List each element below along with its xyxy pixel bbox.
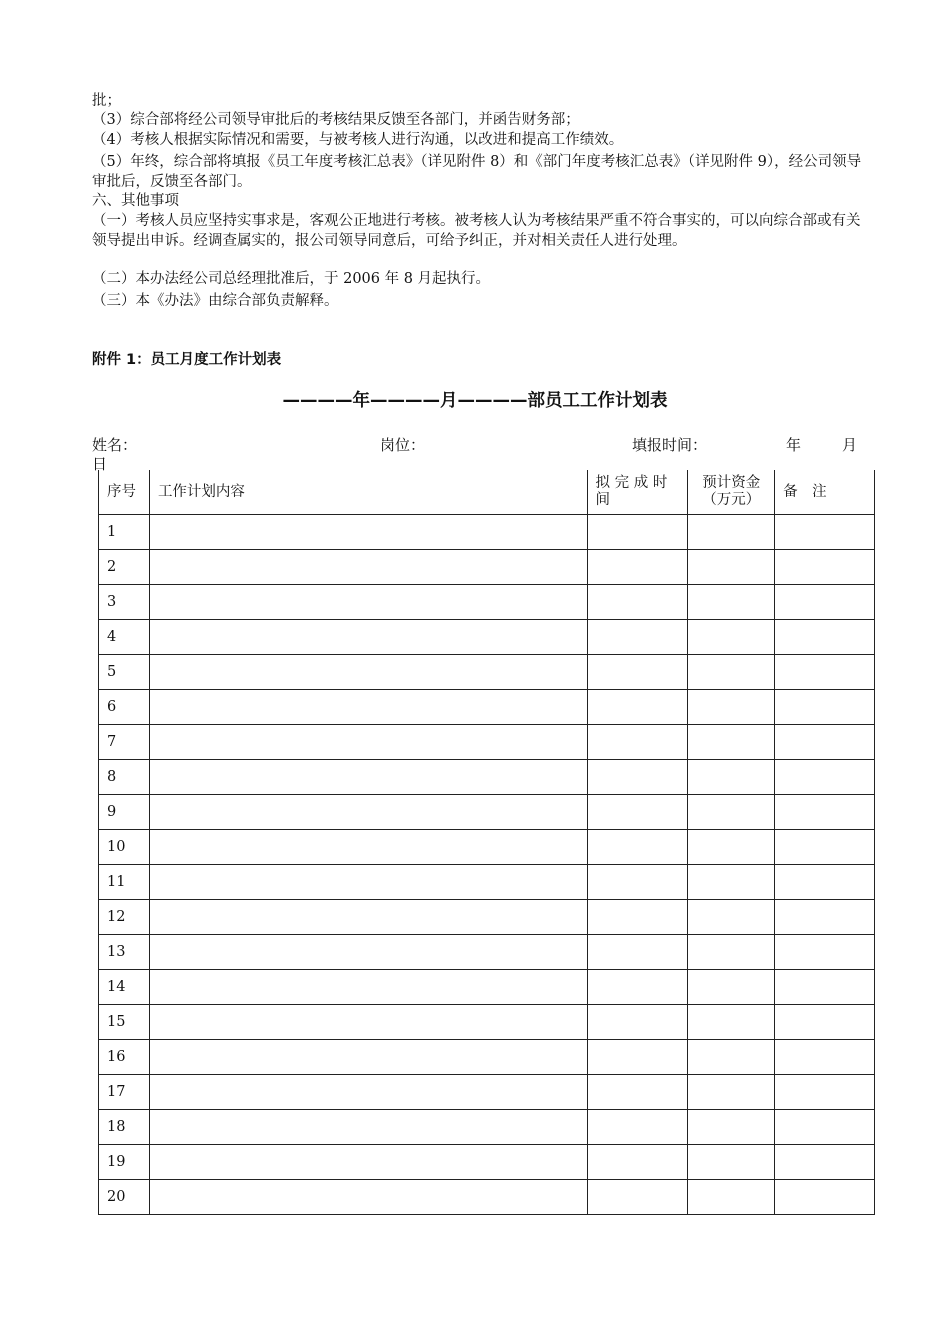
row-content-cell[interactable]: [149, 1145, 587, 1180]
row-content-cell[interactable]: [149, 690, 587, 725]
row-note-cell[interactable]: [775, 1110, 875, 1145]
row-time-cell[interactable]: [587, 865, 688, 900]
row-time-cell[interactable]: [587, 515, 688, 550]
row-seq-cell: 18: [99, 1110, 150, 1145]
row-note-cell[interactable]: [775, 585, 875, 620]
row-note-cell[interactable]: [775, 1075, 875, 1110]
row-content-cell[interactable]: [149, 655, 587, 690]
header-note: 备 注: [775, 470, 875, 515]
table-row: [99, 760, 875, 795]
row-seq-cell: 13: [99, 935, 150, 970]
row-seq-cell: 14: [99, 970, 150, 1005]
row-note-cell[interactable]: [775, 970, 875, 1005]
row-seq-cell: 15: [99, 1005, 150, 1040]
row-time-cell[interactable]: [587, 1005, 688, 1040]
header-content: 工作计划内容: [149, 470, 587, 515]
row-content-cell[interactable]: [149, 865, 587, 900]
row-note-cell[interactable]: [775, 515, 875, 550]
row-content-cell[interactable]: [149, 585, 587, 620]
table-row: [99, 725, 875, 760]
row-seq-cell: 11: [99, 865, 150, 900]
paragraph: （二）本办法经公司总经理批准后，于 2006 年 8 月起执行。: [92, 271, 491, 287]
table-row: [99, 830, 875, 865]
row-seq-cell: 19: [99, 1145, 150, 1180]
paragraph: （三）本《办法》由综合部负责解释。: [92, 293, 339, 309]
row-time-cell[interactable]: [587, 620, 688, 655]
row-fund-cell[interactable]: [688, 1005, 775, 1040]
attachment-heading: 附件 1：员工月度工作计划表: [92, 352, 282, 368]
row-time-cell[interactable]: [587, 900, 688, 935]
row-fund-cell[interactable]: [688, 655, 775, 690]
row-fund-cell[interactable]: [688, 550, 775, 585]
row-note-cell[interactable]: [775, 830, 875, 865]
row-time-cell[interactable]: [587, 1110, 688, 1145]
row-note-cell[interactable]: [775, 760, 875, 795]
paragraph: （5）年终，综合部将填报《员工年度考核汇总表》（详见附件 8）和《部门年度考核汇总表》（详见附件 9），经公司领导审批后，反馈至各部门。: [92, 154, 862, 190]
table-row: [99, 1005, 875, 1040]
date-month: 月: [842, 436, 858, 454]
row-note-cell[interactable]: [775, 690, 875, 725]
row-content-cell[interactable]: [149, 760, 587, 795]
table-row: [99, 900, 875, 935]
row-fund-cell[interactable]: [688, 830, 775, 865]
row-seq-cell: 4: [99, 620, 150, 655]
row-seq-cell: 7: [99, 725, 150, 760]
row-note-cell[interactable]: [775, 1180, 875, 1215]
row-fund-cell[interactable]: [688, 970, 775, 1005]
row-seq-cell: 3: [99, 585, 150, 620]
row-content-cell[interactable]: [149, 830, 587, 865]
row-seq-cell: 12: [99, 900, 150, 935]
row-fund-cell[interactable]: [688, 760, 775, 795]
row-content-cell[interactable]: [149, 1180, 587, 1215]
row-time-cell[interactable]: [587, 830, 688, 865]
row-fund-cell[interactable]: [688, 725, 775, 760]
row-note-cell[interactable]: [775, 655, 875, 690]
table-row: [99, 690, 875, 725]
row-content-cell[interactable]: [149, 1040, 587, 1075]
row-content-cell[interactable]: [149, 900, 587, 935]
row-seq-cell: 20: [99, 1180, 150, 1215]
row-content-cell[interactable]: [149, 1075, 587, 1110]
row-seq-cell: 6: [99, 690, 150, 725]
row-time-cell[interactable]: [587, 725, 688, 760]
row-time-cell[interactable]: [587, 550, 688, 585]
row-time-cell[interactable]: [587, 585, 688, 620]
row-time-cell[interactable]: [587, 1075, 688, 1110]
row-fund-cell[interactable]: [688, 935, 775, 970]
table-row: [99, 970, 875, 1005]
row-seq-cell: 1: [99, 515, 150, 550]
date-day: 日: [92, 455, 108, 473]
row-fund-cell[interactable]: [688, 1075, 775, 1110]
form-title: ————年————月————部员工工作计划表: [282, 391, 668, 411]
table-row: [99, 1110, 875, 1145]
row-note-cell[interactable]: [775, 620, 875, 655]
row-seq-cell: 9: [99, 795, 150, 830]
table-row: [99, 1180, 875, 1215]
row-fund-cell[interactable]: [688, 1040, 775, 1075]
table-row: [99, 1075, 875, 1110]
row-content-cell[interactable]: [149, 795, 587, 830]
table-row: [99, 585, 875, 620]
table-row: [99, 935, 875, 970]
row-fund-cell[interactable]: [688, 1145, 775, 1180]
row-seq-cell: 16: [99, 1040, 150, 1075]
row-seq-cell: 2: [99, 550, 150, 585]
row-time-cell[interactable]: [587, 1145, 688, 1180]
table-row: [99, 865, 875, 900]
row-note-cell[interactable]: [775, 795, 875, 830]
row-time-cell[interactable]: [587, 1040, 688, 1075]
row-fund-cell[interactable]: [688, 690, 775, 725]
date-year: 年: [786, 436, 802, 454]
row-time-cell[interactable]: [587, 690, 688, 725]
row-content-cell[interactable]: [149, 1110, 587, 1145]
row-note-cell[interactable]: [775, 865, 875, 900]
table-header-row: [99, 470, 875, 515]
row-fund-cell[interactable]: [688, 515, 775, 550]
row-content-cell[interactable]: [149, 935, 587, 970]
row-content-cell[interactable]: [149, 515, 587, 550]
table-row: [99, 620, 875, 655]
table-row: [99, 1040, 875, 1075]
date-label: 填报时间：: [632, 436, 708, 454]
table-row: [99, 515, 875, 550]
row-note-cell[interactable]: [775, 725, 875, 760]
row-content-cell[interactable]: [149, 550, 587, 585]
paragraph: （一）考核人员应坚持实事求是，客观公正地进行考核。被考核人认为考核结果严重不符合事实的，可以向综合部或有关领导提出申诉。经调查属实的，报公司领导同意后，可给予纠正，并对相关责任人进行处理。: [92, 213, 861, 249]
row-fund-cell[interactable]: [688, 795, 775, 830]
row-content-cell[interactable]: [149, 970, 587, 1005]
row-content-cell[interactable]: [149, 1005, 587, 1040]
paragraph: 批；: [92, 93, 121, 109]
row-time-cell[interactable]: [587, 935, 688, 970]
row-content-cell[interactable]: [149, 725, 587, 760]
table-row: [99, 1145, 875, 1180]
row-time-cell[interactable]: [587, 795, 688, 830]
work-plan-table: [98, 470, 875, 1215]
position-label: 岗位：: [380, 436, 426, 454]
name-label: 姓名：: [92, 436, 138, 454]
section-heading: 六、其他事项: [92, 193, 179, 209]
row-fund-cell[interactable]: [688, 865, 775, 900]
row-note-cell[interactable]: [775, 900, 875, 935]
row-content-cell[interactable]: [149, 620, 587, 655]
row-time-cell[interactable]: [587, 1180, 688, 1215]
row-fund-cell[interactable]: [688, 585, 775, 620]
row-fund-cell[interactable]: [688, 1110, 775, 1145]
header-time: 拟 完 成 时 间: [587, 470, 688, 515]
row-seq-cell: 5: [99, 655, 150, 690]
paragraph: （4）考核人根据实际情况和需要，与被考核人进行沟通，以改进和提高工作绩效。: [92, 132, 624, 148]
row-seq-cell: 10: [99, 830, 150, 865]
row-time-cell[interactable]: [587, 655, 688, 690]
row-note-cell[interactable]: [775, 935, 875, 970]
row-seq-cell: 17: [99, 1075, 150, 1110]
table-row: [99, 550, 875, 585]
row-fund-cell[interactable]: [688, 900, 775, 935]
header-seq: 序号: [99, 470, 150, 515]
row-note-cell[interactable]: [775, 1145, 875, 1180]
row-time-cell[interactable]: [587, 760, 688, 795]
row-fund-cell[interactable]: [688, 620, 775, 655]
row-seq-cell: 8: [99, 760, 150, 795]
row-note-cell[interactable]: [775, 550, 875, 585]
row-time-cell[interactable]: [587, 970, 688, 1005]
row-note-cell[interactable]: [775, 1040, 875, 1075]
row-note-cell[interactable]: [775, 1005, 875, 1040]
row-fund-cell[interactable]: [688, 1180, 775, 1215]
header-fund: 预计资金（万元）: [688, 470, 775, 515]
paragraph: （3）综合部将经公司领导审批后的考核结果反馈至各部门，并函告财务部；: [92, 112, 580, 128]
table-row: [99, 655, 875, 690]
table-row: [99, 795, 875, 830]
